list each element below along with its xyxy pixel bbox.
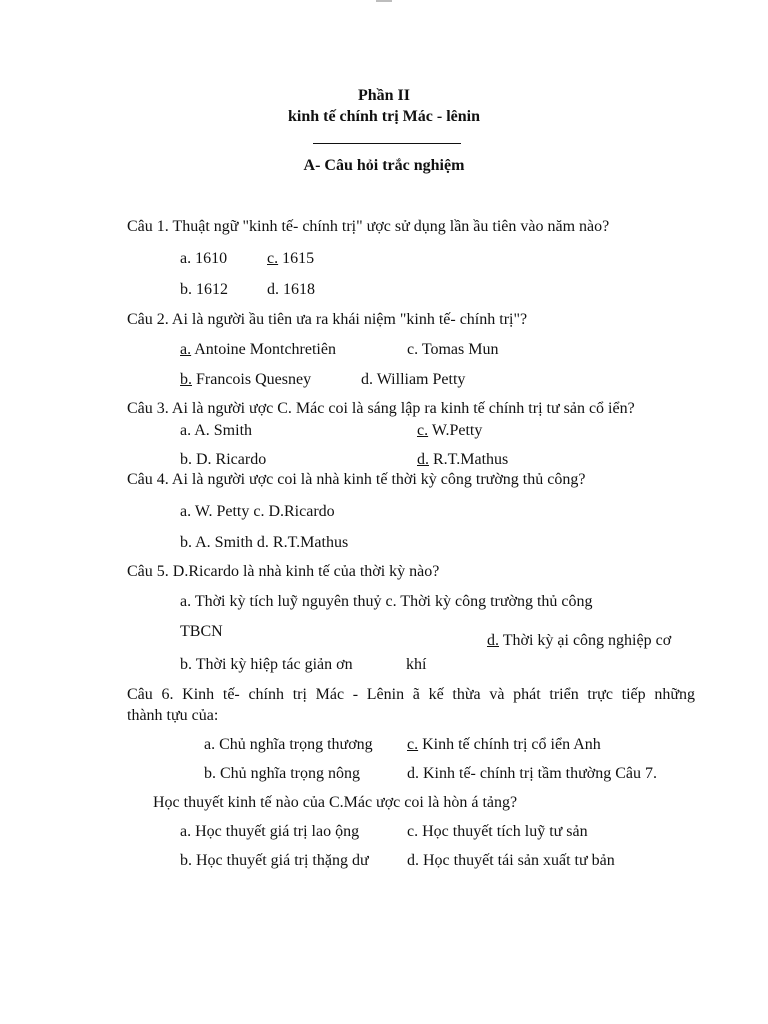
q1-option-c-text: 1615	[278, 250, 315, 267]
title-divider	[313, 143, 461, 144]
q3-option-d-text: R.T.Mathus	[429, 451, 509, 468]
q1-option-d: d. 1618	[267, 281, 315, 298]
q7-option-a: a. Học thuyết giá trị lao ộng	[180, 823, 360, 840]
q4-options-line-1: a. W. Petty c. D.Ricardo	[180, 503, 335, 520]
q2-option-d: d. William Petty	[361, 371, 466, 388]
q5-option-d-key: d.	[487, 632, 499, 649]
page-top-mark	[376, 0, 392, 2]
section-title: A- Câu hỏi trắc nghiệm	[303, 157, 465, 174]
question-6-line-2: thành tựu của:	[127, 707, 219, 724]
q3-option-c	[417, 421, 482, 441]
q2-option-a-key: a.	[180, 341, 192, 358]
q1-option-a: a. 1610	[180, 250, 228, 267]
q3-option-a: a. A. Smith	[180, 422, 253, 439]
q6-option-b: b. Chủ nghĩa trọng nông	[204, 765, 360, 782]
question-4: Câu 4. Ai là người ược coi là nhà kinh tế thời kỳ công trường thủ công?	[127, 471, 586, 488]
q5-option-b: b. Thời kỳ hiệp tác giản ơn	[180, 656, 353, 673]
q5-option-d-text: Thời kỳ ại công nghiệp cơ	[499, 632, 672, 649]
question-2: Câu 2. Ai là người ầu tiên ưa ra khái niệm "kinh tế- chính trị"?	[127, 311, 528, 328]
part-title: Phần II	[357, 87, 411, 104]
q5-option-a-c: a. Thời kỳ tích luỹ nguyên thuỷ c. Thời kỳ công trường thủ công	[180, 593, 593, 610]
q6-option-a: a. Chủ nghĩa trọng thương	[204, 736, 373, 753]
q2-option-b-text: Francois Quesney	[192, 371, 312, 388]
q1-option-c	[267, 249, 314, 269]
q7-option-b: b. Học thuyết giá trị thặng dư	[180, 852, 369, 869]
q2-option-a-text: Antoine Montchretiên	[191, 341, 336, 358]
q2-option-b-key: b.	[180, 371, 192, 388]
q2-option-b	[180, 370, 311, 390]
q1-option-b: b. 1612	[180, 281, 228, 298]
q6-option-c-text: Kinh tế chính trị cổ iển Anh	[418, 736, 601, 753]
q2-option-c: c. Tomas Mun	[407, 341, 499, 358]
q5-option-d-continued: khí	[406, 656, 427, 673]
q6-option-c	[407, 735, 601, 755]
question-6-line-1: Câu 6. Kinh tế- chính trị Mác - Lênin ã kế thừa và phát triển trực tiếp những	[127, 686, 695, 703]
q7-option-d: d. Học thuyết tái sản xuất tư bản	[407, 852, 615, 869]
q3-option-c-text: W.Petty	[428, 422, 483, 439]
question-5: Câu 5. D.Ricardo là nhà kinh tế của thời kỳ nào?	[127, 563, 440, 580]
q3-option-d-key: d.	[417, 451, 429, 468]
question-1: Câu 1. Thuật ngữ "kinh tế- chính trị" ược sử dụng lần ầu tiên vào năm nào?	[127, 218, 610, 235]
question-7: Học thuyết kinh tế nào của C.Mác ược coi là hòn á tảng?	[153, 794, 518, 811]
q4-options-line-2: b. A. Smith d. R.T.Mathus	[180, 534, 349, 551]
q2-option-a	[180, 340, 336, 360]
q3-option-b: b. D. Ricardo	[180, 451, 267, 468]
q7-option-c: c. Học thuyết tích luỹ tư sản	[407, 823, 588, 840]
q6-option-c-key: c.	[407, 736, 419, 753]
q3-option-d	[417, 450, 508, 470]
question-3: Câu 3. Ai là người ược C. Mác coi là sáng lập ra kinh tế chính trị tư sản cổ iển?	[127, 400, 635, 417]
q5-option-d	[487, 631, 671, 651]
q6-option-d: d. Kinh tế- chính trị tầm thường Câu 7.	[407, 765, 657, 782]
q5-option-c-continued: TBCN	[180, 623, 223, 640]
q3-option-c-key: c.	[417, 422, 429, 439]
subject-title: kinh tế chính trị Mác - lênin	[287, 108, 480, 125]
q1-option-c-key: c.	[267, 250, 279, 267]
